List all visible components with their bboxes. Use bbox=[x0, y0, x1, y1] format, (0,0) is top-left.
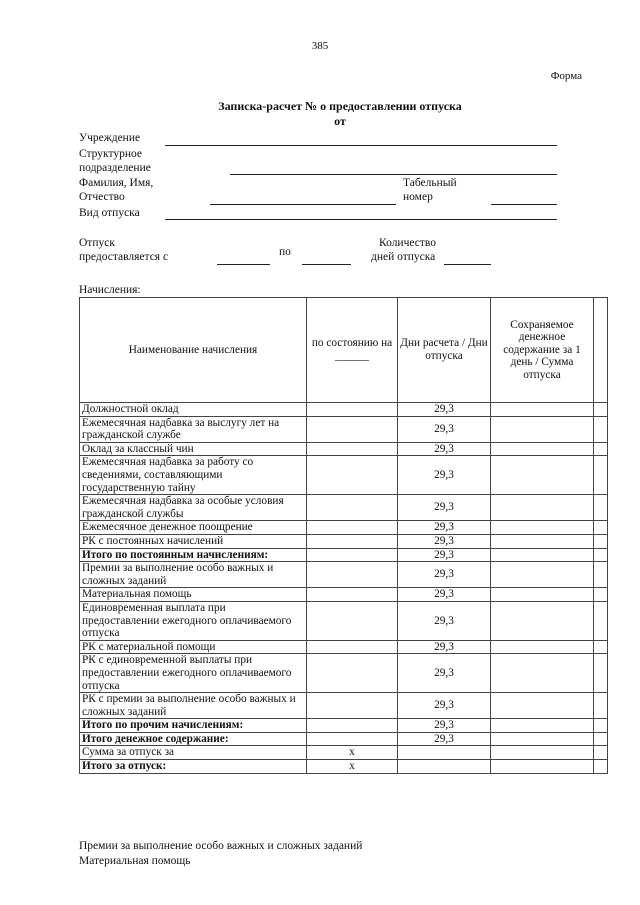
row-extra[interactable] bbox=[594, 416, 608, 442]
tab-number-label-1: Табельный bbox=[403, 177, 457, 189]
table-row bbox=[80, 548, 608, 562]
institution-field[interactable] bbox=[165, 145, 557, 146]
leave-type-field[interactable] bbox=[165, 219, 557, 220]
row-extra[interactable] bbox=[594, 456, 608, 495]
accruals-table bbox=[79, 297, 608, 774]
tab-number-label-2: номер bbox=[403, 191, 433, 203]
row-amount[interactable] bbox=[491, 760, 594, 774]
row-extra[interactable] bbox=[594, 521, 608, 535]
row-extra[interactable] bbox=[594, 495, 608, 521]
fullname-label-1: Фамилия, Имя, bbox=[79, 177, 154, 189]
row-name: Должностной оклад bbox=[80, 403, 307, 417]
row-days: 29,3 bbox=[398, 416, 491, 442]
table-row bbox=[80, 442, 608, 456]
header-state: по состоянию на ______ bbox=[307, 298, 398, 403]
row-amount[interactable] bbox=[491, 548, 594, 562]
row-name: Итого за отпуск: bbox=[80, 760, 307, 774]
row-extra[interactable] bbox=[594, 562, 608, 588]
leave-end-field[interactable] bbox=[302, 264, 351, 265]
table-row bbox=[80, 403, 608, 417]
row-extra[interactable] bbox=[594, 534, 608, 548]
row-amount[interactable] bbox=[491, 746, 594, 760]
row-extra[interactable] bbox=[594, 601, 608, 640]
row-days: 29,3 bbox=[398, 732, 491, 746]
row-name: РК с премии за выполнение особо важных и сложных заданий bbox=[80, 693, 307, 719]
row-amount[interactable] bbox=[491, 403, 594, 417]
table-row bbox=[80, 534, 608, 548]
table-row bbox=[80, 760, 608, 774]
header-days: Дни расчета / Дни отпуска bbox=[398, 298, 491, 403]
row-amount[interactable] bbox=[491, 693, 594, 719]
row-state bbox=[307, 588, 398, 602]
subdivision-label-2: подразделение bbox=[79, 162, 151, 174]
row-extra[interactable] bbox=[594, 693, 608, 719]
row-state: х bbox=[307, 760, 398, 774]
leave-start-field[interactable] bbox=[217, 264, 270, 265]
subdivision-label-1: Структурное bbox=[79, 148, 142, 160]
row-days: 29,3 bbox=[398, 534, 491, 548]
row-days: 29,3 bbox=[398, 588, 491, 602]
row-name: Материальная помощь bbox=[80, 588, 307, 602]
row-name: Итого денежное содержание: bbox=[80, 732, 307, 746]
to-label: по bbox=[279, 246, 291, 258]
row-name: Единовременная выплата при предоставлении ежегодного оплачиваемого отпуска bbox=[80, 601, 307, 640]
document-title: Записка-расчет № о предоставлении отпуска bbox=[218, 99, 462, 113]
row-name: Ежемесячная надбавка за особые условия гражданской службы bbox=[80, 495, 307, 521]
row-name: Итого по прочим начислениям: bbox=[80, 719, 307, 733]
row-name: Оклад за классный чин bbox=[80, 442, 307, 456]
row-amount[interactable] bbox=[491, 732, 594, 746]
table-row bbox=[80, 746, 608, 760]
row-amount[interactable] bbox=[491, 562, 594, 588]
row-days: 29,3 bbox=[398, 456, 491, 495]
row-extra[interactable] bbox=[594, 732, 608, 746]
row-state bbox=[307, 442, 398, 456]
row-days: 29,3 bbox=[398, 548, 491, 562]
row-extra[interactable] bbox=[594, 746, 608, 760]
row-name: РК с материальной помощи bbox=[80, 640, 307, 654]
row-state bbox=[307, 416, 398, 442]
fullname-field[interactable] bbox=[210, 204, 396, 205]
row-days: 29,3 bbox=[398, 442, 491, 456]
row-state bbox=[307, 403, 398, 417]
row-days: 29,3 bbox=[398, 654, 491, 693]
row-name: Сумма за отпуск за bbox=[80, 746, 307, 760]
table-row bbox=[80, 732, 608, 746]
row-amount[interactable] bbox=[491, 719, 594, 733]
row-amount[interactable] bbox=[491, 456, 594, 495]
table-row bbox=[80, 719, 608, 733]
leave-type-label: Вид отпуска bbox=[79, 207, 140, 219]
row-days: 29,3 bbox=[398, 403, 491, 417]
row-days: 29,3 bbox=[398, 601, 491, 640]
row-name: РК с единовременной выплаты при предоставлении ежегодного оплачиваемого отпуска bbox=[80, 654, 307, 693]
row-days: 29,3 bbox=[398, 693, 491, 719]
table-row bbox=[80, 562, 608, 588]
fullname-label-2: Отчество bbox=[79, 191, 125, 203]
row-state bbox=[307, 562, 398, 588]
row-days: 29,3 bbox=[398, 719, 491, 733]
row-extra[interactable] bbox=[594, 403, 608, 417]
row-state bbox=[307, 640, 398, 654]
row-name: РК с постоянных начислений bbox=[80, 534, 307, 548]
row-days: 29,3 bbox=[398, 495, 491, 521]
row-extra[interactable] bbox=[594, 442, 608, 456]
header-amount: Сохраняемое денежное содержание за 1 день / Сумма отпуска bbox=[491, 298, 594, 403]
row-amount[interactable] bbox=[491, 534, 594, 548]
footer-line-2: Материальная помощь bbox=[79, 855, 191, 867]
row-state bbox=[307, 495, 398, 521]
row-state bbox=[307, 548, 398, 562]
table-row bbox=[80, 640, 608, 654]
table-row bbox=[80, 416, 608, 442]
row-state bbox=[307, 732, 398, 746]
table-row bbox=[80, 456, 608, 495]
row-extra[interactable] bbox=[594, 640, 608, 654]
row-extra[interactable] bbox=[594, 548, 608, 562]
row-name: Ежемесячное денежное поощрение bbox=[80, 521, 307, 535]
row-state bbox=[307, 654, 398, 693]
granted-label-1: Отпуск bbox=[79, 237, 115, 249]
row-amount[interactable] bbox=[491, 601, 594, 640]
row-amount[interactable] bbox=[491, 654, 594, 693]
row-extra[interactable] bbox=[594, 719, 608, 733]
row-amount[interactable] bbox=[491, 442, 594, 456]
table-row bbox=[80, 521, 608, 535]
row-state bbox=[307, 456, 398, 495]
row-days: 29,3 bbox=[398, 562, 491, 588]
days-count-field[interactable] bbox=[444, 264, 491, 265]
row-amount[interactable] bbox=[491, 588, 594, 602]
row-state bbox=[307, 601, 398, 640]
row-name: Ежемесячная надбавка за выслугу лет на гражданской службе bbox=[80, 416, 307, 442]
row-state bbox=[307, 534, 398, 548]
header-name: Наименование начисления bbox=[80, 298, 307, 403]
row-state bbox=[307, 719, 398, 733]
row-days: 29,3 bbox=[398, 640, 491, 654]
accruals-label: Начисления: bbox=[79, 284, 141, 296]
table-row bbox=[80, 693, 608, 719]
granted-label-2: предоставляется с bbox=[79, 251, 169, 263]
row-days bbox=[398, 746, 491, 760]
row-state: х bbox=[307, 746, 398, 760]
row-amount[interactable] bbox=[491, 521, 594, 535]
footer-line-1: Премии за выполнение особо важных и сложных заданий bbox=[79, 840, 363, 852]
days-count-label-1: Количество bbox=[379, 237, 436, 249]
tab-number-field[interactable] bbox=[491, 204, 557, 205]
row-name: Ежемесячная надбавка за работу со сведениями, составляющими государственную тайну bbox=[80, 456, 307, 495]
form-label: Форма bbox=[550, 70, 582, 82]
table-row bbox=[80, 495, 608, 521]
page-number: 385 bbox=[311, 40, 329, 52]
row-name: Итого по постоянным начислениям: bbox=[80, 548, 307, 562]
table-header-row bbox=[80, 298, 608, 403]
row-amount[interactable] bbox=[491, 495, 594, 521]
row-days bbox=[398, 760, 491, 774]
row-amount[interactable] bbox=[491, 416, 594, 442]
table-row bbox=[80, 588, 608, 602]
row-extra[interactable] bbox=[594, 654, 608, 693]
subdivision-field[interactable] bbox=[230, 174, 557, 175]
row-days: 29,3 bbox=[398, 521, 491, 535]
table-row bbox=[80, 654, 608, 693]
institution-label: Учреждение bbox=[79, 132, 141, 144]
row-extra[interactable] bbox=[594, 760, 608, 774]
row-extra[interactable] bbox=[594, 588, 608, 602]
row-state bbox=[307, 521, 398, 535]
row-amount[interactable] bbox=[491, 640, 594, 654]
table-row bbox=[80, 601, 608, 640]
row-state bbox=[307, 693, 398, 719]
days-count-label-2: дней отпуска bbox=[371, 251, 436, 263]
header-extra bbox=[594, 298, 608, 403]
row-name: Премии за выполнение особо важных и сложных заданий bbox=[80, 562, 307, 588]
document-title-from: от bbox=[334, 114, 346, 128]
